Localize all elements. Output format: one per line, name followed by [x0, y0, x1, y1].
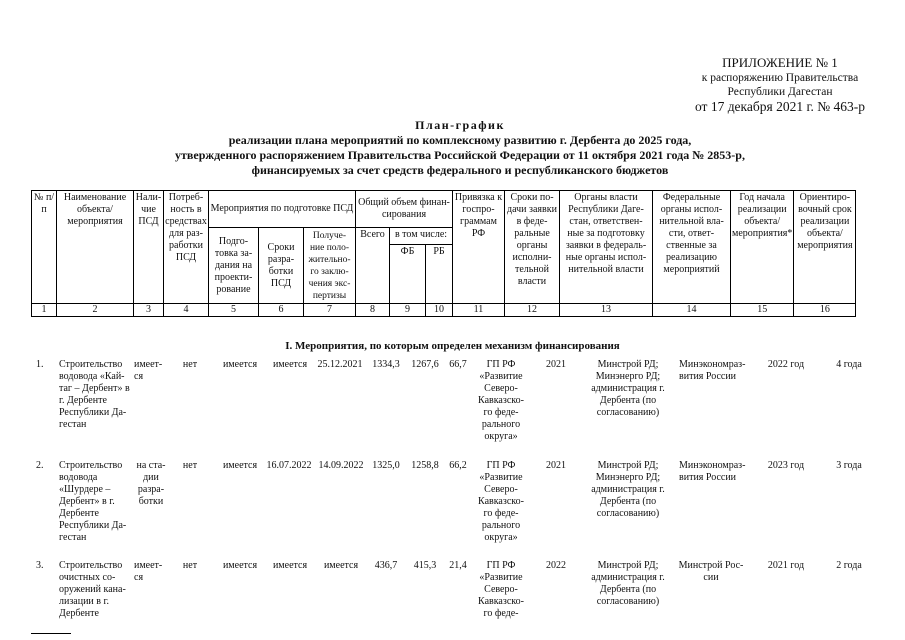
col-number: 3	[134, 304, 164, 317]
row-prep-b: имеется	[272, 560, 308, 571]
row-name: Строительство водовода «Шурдере – Дербент» в г. Дербенте Республики Да- гестан	[59, 460, 127, 543]
title-line3: финансируемых за счет средств федерального и республиканского бюджетов	[251, 163, 669, 177]
hdr-prep-c: Получе- ние поло- жительно- го заклю- чения экс- пертизы	[304, 228, 356, 304]
col-number: 12	[505, 304, 560, 317]
row-fb: 1258,8	[411, 460, 439, 471]
row-regional: Минстрой РД; Минэнерго РД; администрация г. Дербента (по согласованию)	[591, 359, 665, 418]
row-prep-c: 14.09.2022	[318, 460, 364, 471]
hdr-term: Ориентиро- вочный срок реализации объекта/ мероприятия	[794, 191, 856, 304]
row-name: Строительство водовода «Кай- таг – Дербент» в г. Дербенте Республики Да- гестан	[59, 359, 130, 430]
hdr-fb: ФБ	[390, 245, 426, 304]
row-term: 2 года	[836, 560, 862, 571]
row-num: 1.	[36, 359, 44, 370]
row-total: 1334,3	[372, 359, 400, 370]
row-rb: 66,7	[449, 359, 467, 370]
row-start: 2022 год	[767, 359, 805, 370]
row-program: ГП РФ «Развитие Северо- Кавказско- го феде- рального округа»	[478, 359, 524, 442]
appendix-line2: Республики Дагестан	[727, 86, 833, 98]
col-number: 6	[259, 304, 304, 317]
row-deadline: 2021	[546, 359, 566, 370]
row-federal: Минстрой Рос- сии	[678, 560, 744, 583]
col-number: 5	[209, 304, 259, 317]
hdr-prep-b: Сроки разра- ботки ПСД	[259, 228, 304, 304]
row-term: 4 года	[836, 359, 862, 370]
row-num: 2.	[36, 460, 44, 471]
row-prep-a: имеется	[222, 359, 258, 370]
col-number: 1	[32, 304, 57, 317]
row-need: нет	[182, 359, 198, 370]
row-program: ГП РФ «Развитие Северо- Кавказско- го феде- рального округа»	[478, 460, 524, 543]
row-prep-b: имеется	[272, 359, 308, 370]
appendix-block	[695, 55, 865, 115]
hdr-prep-a: Подго- товка за- дания на проекти- рование	[209, 228, 259, 304]
hdr-start: Год начала реализации объекта/ мероприятия*	[731, 191, 794, 304]
row-program: ГП РФ «Развитие Северо- Кавказско- го феде-	[478, 560, 524, 619]
row-num: 3.	[36, 560, 44, 571]
appendix-title: ПРИЛОЖЕНИЕ № 1	[722, 55, 838, 70]
row-prep-a: имеется	[222, 460, 258, 471]
hdr-federal: Федеральные органы испол- нительной вла- сти, ответ- ственные за реализацию мероприятий	[653, 191, 731, 304]
hdr-psd: Нали- чие ПСД	[134, 191, 164, 304]
col-number: 11	[453, 304, 505, 317]
header-table	[31, 190, 856, 317]
row-prep-c: имеется	[323, 560, 359, 571]
row-name: Строительство очистных со- оружений кана- лизации в г. Дербенте	[59, 560, 126, 619]
row-psd: на ста- дии разра- ботки	[136, 460, 166, 507]
section-heading: I. Мероприятия, по которым определен механизм финансирования	[285, 340, 620, 352]
row-need: нет	[182, 460, 198, 471]
row-total: 1325,0	[372, 460, 400, 471]
hdr-total: Всего	[356, 228, 390, 304]
hdr-name: Наименование объекта/ мероприятия	[57, 191, 134, 304]
document-title	[120, 118, 800, 178]
hdr-regional: Органы власти Республики Даге- стан, ответствен- ные за подготовку заявки в федераль- ные органы испол- нительной власти	[560, 191, 653, 304]
hdr-incl: в том числе:	[390, 228, 453, 245]
col-number: 2	[57, 304, 134, 317]
hdr-num: № п/п	[32, 191, 57, 304]
row-federal: Минэкономраз- вития России	[679, 460, 746, 483]
hdr-deadline: Сроки по- дачи заявки в феде- ральные органы исполни- тельной власти	[505, 191, 560, 304]
row-regional: Минстрой РД; Минэнерго РД; администрация г. Дербента (по согласованию)	[591, 460, 665, 519]
col-number: 4	[164, 304, 209, 317]
row-deadline: 2021	[546, 460, 566, 471]
row-fb: 1267,6	[411, 359, 439, 370]
row-federal: Минэкономраз- вития России	[679, 359, 746, 382]
row-start: 2023 год	[767, 460, 805, 471]
row-total: 436,7	[374, 560, 398, 571]
col-number: 16	[794, 304, 856, 317]
row-prep-c: 25.12.2021	[317, 359, 363, 370]
hdr-need: Потреб- ность в средствах для раз- работки ПСД	[164, 191, 209, 304]
row-prep-a: имеется	[222, 560, 258, 571]
title-line2: утвержденного распоряжением Правительства Российской Федерации от 11 октября 2021 года № 2853-р,	[175, 148, 745, 162]
col-number: 15	[731, 304, 794, 317]
hdr-prep: Мероприятия по подготовке ПСД	[209, 191, 356, 228]
plan-heading: План-график	[415, 118, 505, 132]
footnote-rule	[31, 633, 71, 634]
col-number: 13	[560, 304, 653, 317]
row-deadline: 2022	[546, 560, 566, 571]
col-number: 14	[653, 304, 731, 317]
hdr-program: Привязка к госпро- граммам РФ	[453, 191, 505, 304]
row-need: нет	[182, 560, 198, 571]
hdr-volume: Общий объем финан- сирования	[356, 191, 453, 228]
col-number: 10	[426, 304, 453, 317]
col-number: 8	[356, 304, 390, 317]
row-rb: 21,4	[449, 560, 467, 571]
row-rb: 66,2	[449, 460, 467, 471]
hdr-rb: РБ	[426, 245, 453, 304]
col-number: 7	[304, 304, 356, 317]
row-term: 3 года	[836, 460, 862, 471]
row-start: 2021 год	[767, 560, 805, 571]
col-number: 9	[390, 304, 426, 317]
title-line1: реализации плана мероприятий по комплексному развитию г. Дербента до 2025 года,	[228, 133, 692, 147]
row-prep-b: 16.07.2022	[266, 460, 312, 471]
row-psd: имеет- ся	[134, 560, 163, 583]
row-psd: имеет- ся	[134, 359, 163, 382]
appendix-date: от 17 декабря 2021 г. № 463-р	[694, 99, 865, 114]
appendix-line1: к распоряжению Правительства	[701, 72, 859, 84]
row-fb: 415,3	[413, 560, 437, 571]
row-regional: Минстрой РД; администрация г. Дербента (по согласованию)	[591, 560, 665, 607]
